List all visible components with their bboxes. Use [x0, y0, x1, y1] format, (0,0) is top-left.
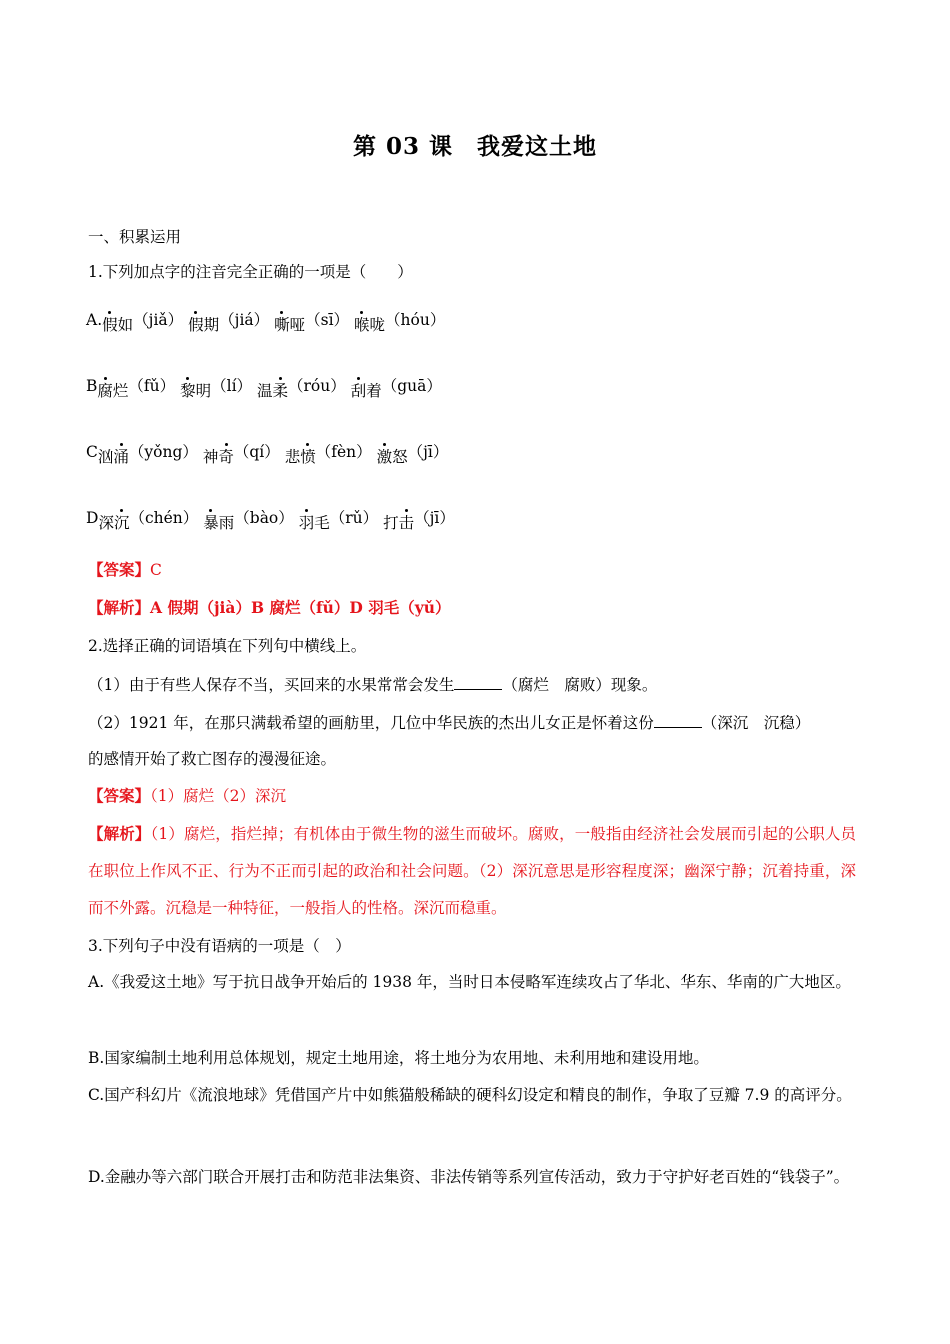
pinyin: （sī） — [305, 311, 350, 329]
analysis-text: A 假期（jià）B 腐烂（fǔ）D 羽毛（yǔ） — [150, 598, 451, 617]
pinyin: （hóu） — [385, 311, 446, 329]
dotted-char: 喉 — [353, 316, 370, 334]
pinyin: （fǔ） — [128, 377, 176, 395]
char: 汹 — [97, 448, 114, 466]
pinyin: （fèn） — [315, 443, 372, 461]
char: 怒 — [392, 448, 408, 466]
char: 雨 — [218, 514, 235, 532]
q2-sentence-1 — [88, 673, 862, 696]
sentence-text: （2）1921 年，在那只满载希望的画舫里，几位中华民族的杰出儿女正是怀着这份 — [88, 714, 654, 732]
answer-text: C — [150, 561, 162, 579]
pinyin: （lí） — [211, 377, 253, 395]
q2-answer — [88, 785, 862, 807]
char: 打 — [383, 514, 399, 532]
pinyin: （bào） — [234, 509, 294, 527]
q1-analysis — [88, 597, 862, 619]
pinyin: （guā） — [381, 377, 442, 395]
char: 神 — [202, 448, 219, 466]
char: 着 — [366, 382, 382, 400]
option-label: C — [86, 443, 98, 461]
pinyin: （jiǎ） — [133, 311, 184, 329]
option-label: B — [86, 377, 98, 395]
dotted-char: 沉 — [113, 514, 130, 532]
char: 哑 — [289, 316, 306, 334]
char: 悲 — [284, 448, 301, 466]
char: 温 — [256, 382, 273, 400]
dotted-char: 刮 — [350, 382, 367, 400]
char: 明 — [195, 382, 212, 400]
pinyin: （jī） — [407, 443, 449, 461]
dotted-char: 愤 — [300, 448, 316, 466]
char: 毛 — [314, 514, 330, 532]
q2-sentence-2 — [88, 711, 862, 734]
q1-option-c — [86, 441, 449, 466]
question-2-stem: 2.选择正确的词语填在下列句中横线上。 — [88, 637, 367, 655]
pinyin: （jiá） — [219, 311, 270, 329]
q1-option-d — [86, 507, 455, 532]
q2-sentence-2-cont: 的感情开始了救亡图存的漫漫征途。 — [88, 750, 337, 768]
q3-option-b: B.国家编制土地利用总体规划，规定土地用途，将土地分为农用地、未利用地和建设用地。 — [88, 1049, 709, 1067]
q3-option-d: D.金融办等六部门联合开展打击和防范非法集资、非法传销等系列宣传活动，致力于守护好老百姓的“钱袋子”。 — [88, 1168, 850, 1186]
question-3-stem: 3.下列句子中没有语病的一项是（ ） — [88, 937, 351, 955]
sentence-text: （腐烂 腐败）现象。 — [502, 676, 658, 694]
option-label: A. — [86, 311, 103, 329]
q1-option-b — [86, 375, 442, 400]
pinyin: （chén） — [129, 509, 199, 527]
char: 烂 — [112, 382, 129, 400]
fill-blank — [454, 673, 502, 690]
dotted-char: 假 — [188, 316, 204, 334]
page-title: 第 03 课 我爱这土地 — [352, 133, 598, 160]
q3-option-a: A.《我爱这土地》写于抗日战争开始后的 1938 年，当时日本侵略军连续攻占了华北、华东、华南的广大地区。 — [88, 973, 851, 991]
dotted-char: 柔 — [272, 382, 289, 400]
char: 如 — [117, 316, 134, 334]
pinyin: （róu） — [288, 377, 346, 395]
pinyin: （jī） — [414, 509, 455, 527]
sentence-text: （深沉 沉稳） — [701, 714, 811, 732]
answer-tag: 【答案】 — [88, 786, 151, 805]
question-1-stem: 1.下列加点字的注音完全正确的一项是（ ） — [88, 263, 413, 281]
analysis-tag: 【解析】 — [88, 598, 151, 617]
dotted-char: 黎 — [180, 382, 196, 400]
answer-text: （1）腐烂（2）深沉 — [150, 787, 286, 805]
answer-tag: 【答案】 — [88, 560, 151, 579]
q1-answer — [88, 559, 862, 581]
q3-option-c: C.国产科幻片《流浪地球》凭借国产片中如熊猫般稀缺的硬科幻设定和精良的制作，争取了豆瓣 7.9 的高评分。 — [88, 1086, 852, 1104]
fill-blank — [654, 711, 702, 728]
char: 期 — [203, 316, 220, 334]
sentence-text: （1）由于有些人保存不当，买回来的水果常常会发生 — [88, 676, 455, 694]
dotted-char: 假 — [102, 316, 118, 334]
q2-analysis — [88, 815, 856, 927]
pinyin: （yǒng） — [128, 443, 198, 461]
dotted-char: 嘶 — [274, 316, 290, 334]
dotted-char: 羽 — [298, 514, 315, 532]
q1-option-a — [86, 309, 446, 334]
analysis-tag: 【解析】 — [88, 824, 151, 843]
dotted-char: 奇 — [218, 448, 234, 466]
pinyin: （rǔ） — [329, 509, 379, 527]
dotted-char: 腐 — [97, 382, 113, 400]
dotted-char: 涌 — [113, 448, 129, 466]
char: 深 — [98, 514, 114, 532]
analysis-text: （1）腐烂，指烂掉；有机体由于微生物的滋生而破坏。腐败，一般指由经济社会发展而引起的公职人员在职位上作风不正、行为不正而引起的政治和社会问题。（2）深沉意思是形容程度深；幽深宁静；沉着持重，深而不外露。沉稳是一种特征，一般指人的性格。深沉而稳重。 — [88, 825, 856, 917]
pinyin: （qí） — [233, 443, 280, 461]
dotted-char: 暴 — [203, 514, 219, 532]
option-label: D — [86, 509, 99, 527]
section-heading: 一、积累运用 — [88, 228, 182, 246]
char: 咙 — [369, 316, 386, 334]
dotted-char: 击 — [398, 514, 415, 532]
dotted-char: 激 — [376, 448, 393, 466]
